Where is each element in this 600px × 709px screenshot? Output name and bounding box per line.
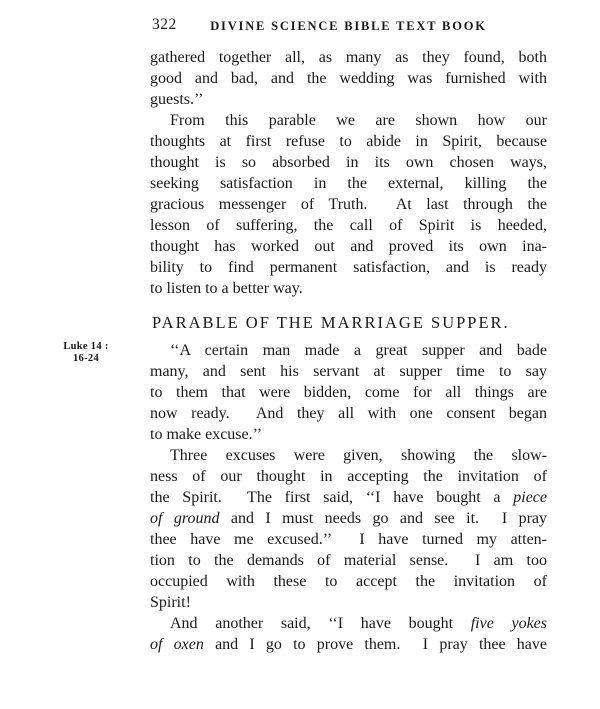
- text-line: [150, 529, 547, 550]
- text-line: [150, 361, 547, 382]
- text-line: [150, 236, 547, 257]
- text-segment: to listen to a better way.: [150, 280, 303, 297]
- text-segment: thee have me excused.’’ I have turned my atten-: [150, 531, 547, 548]
- italic-text-segment: five yokes: [470, 615, 548, 632]
- text-segment: to make excuse.’’: [150, 426, 263, 443]
- text-line: [150, 278, 547, 299]
- text-segment: guests.’’: [150, 91, 204, 108]
- paragraph: [150, 445, 547, 613]
- italic-text-segment: of oxen: [150, 636, 204, 653]
- text-segment: ness of our thought in accepting the invitation of: [150, 468, 547, 485]
- running-title: DIVINE SCIENCE BIBLE TEXT BOOK: [210, 19, 487, 33]
- text-column: [150, 47, 547, 655]
- text-segment: now ready. And they all with one consent began: [150, 405, 547, 422]
- text-line: [150, 508, 547, 529]
- text-segment: gathered together all, as many as they found, both: [150, 49, 547, 66]
- text-segment: seeking satisfaction in the external, killing the: [150, 175, 547, 192]
- text-line: [150, 194, 547, 215]
- text-segment: good and bad, and the wedding was furnished with: [150, 70, 547, 87]
- text-segment: thought has worked out and proved its own ina-: [150, 238, 547, 255]
- text-line: [150, 424, 547, 445]
- page-header: [150, 16, 547, 38]
- text-line: [150, 68, 547, 89]
- text-segment: many, and sent his servant at supper time to say: [150, 363, 547, 380]
- paragraph: [150, 340, 547, 445]
- text-segment: occupied with these to accept the invitation of: [150, 573, 547, 590]
- text-segment: and I go to prove them. I pray thee have: [203, 636, 547, 653]
- italic-text-segment: piece: [513, 489, 547, 506]
- margin-note-verses: 16-24: [73, 353, 99, 364]
- text-segment: Three excuses were given, showing the slow-: [170, 447, 547, 464]
- text-segment: From this parable we are shown how our: [170, 112, 547, 129]
- text-line: [150, 47, 547, 68]
- text-segment: lesson of suffering, the call of Spirit is heeded,: [150, 217, 547, 234]
- text-segment: And another said, ‘‘I have bought: [170, 615, 471, 632]
- text-line: [150, 89, 547, 110]
- text-line: [150, 487, 547, 508]
- text-segment: Spirit!: [150, 594, 191, 611]
- text-line: [150, 466, 547, 487]
- paragraph: [150, 110, 547, 299]
- text-segment: the Spirit. The first said, ‘‘I have bought a: [150, 489, 514, 506]
- text-line: [150, 173, 547, 194]
- italic-text-segment: of ground: [150, 510, 220, 527]
- page-number: 322: [152, 16, 177, 33]
- margin-note-book-chapter: Luke 14 :: [63, 341, 109, 352]
- text-line: [150, 613, 547, 634]
- text-line: [150, 403, 547, 424]
- text-line: [150, 592, 547, 613]
- text-line: [150, 131, 547, 152]
- text-segment: thoughts at first refuse to abide in Spirit, because: [150, 133, 547, 150]
- text-segment: gracious messenger of Truth. At last through the: [150, 196, 547, 213]
- text-segment: tion to the demands of material sense. I am too: [150, 552, 547, 569]
- text-line: [150, 550, 547, 571]
- text-line: [150, 340, 547, 361]
- text-line: [150, 445, 547, 466]
- paragraph: [150, 47, 547, 110]
- text-segment: ‘‘A certain man made a great supper and bade: [170, 342, 547, 359]
- text-segment: thought is so absorbed in its own chosen ways,: [150, 154, 547, 171]
- text-line: [150, 215, 547, 236]
- section-heading: PARABLE OF THE MARRIAGE SUPPER.: [152, 313, 510, 332]
- margin-note-scripture-reference: [36, 341, 136, 365]
- text-segment: and I must needs go and see it. I pray: [219, 510, 548, 527]
- paragraph: [150, 613, 547, 655]
- text-line: [150, 634, 547, 655]
- text-line: [150, 571, 547, 592]
- text-segment: to them that were bidden, come for all things are: [150, 384, 547, 401]
- text-segment: bility to find permanent satisfaction, and is ready: [150, 259, 547, 276]
- text-line: [150, 257, 547, 278]
- text-line: [150, 110, 547, 131]
- text-line: [150, 382, 547, 403]
- text-line: [150, 152, 547, 173]
